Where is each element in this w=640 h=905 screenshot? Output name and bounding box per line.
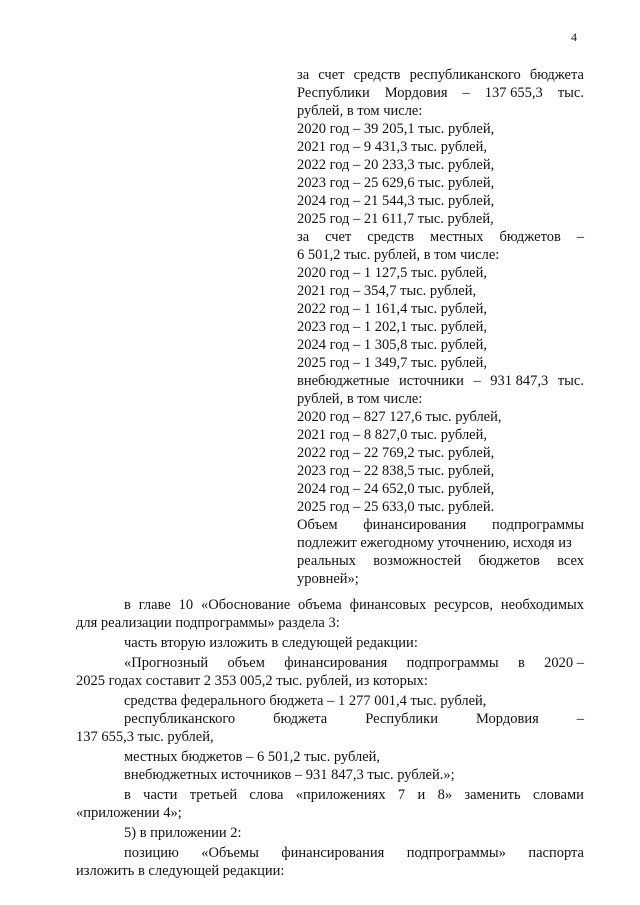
appendix-2-heading: 5) в приложении 2:: [124, 825, 242, 841]
local-year-line: 2021 год – 354,7 тыс. рублей,: [297, 283, 477, 299]
part-three-paragraph-line-2: «приложении 4»;: [76, 805, 182, 821]
extrabudget-year-line: 2024 год – 24 652,0 тыс. рублей,: [297, 481, 495, 497]
extrabudget-year-line: 2025 год – 25 633,0 тыс. рублей.: [297, 499, 495, 515]
republic-year-line: 2020 год – 39 205,1 тыс. рублей,: [297, 121, 495, 137]
chapter10-paragraph-line-2: для реализации подпрограммы» раздела 3:: [76, 615, 340, 631]
page-number: 4: [571, 30, 577, 44]
extrabudget-line-2: рублей, в том числе:: [297, 391, 423, 407]
forecast-paragraph-line-2: 2025 годах составит 2 353 005,2 тыс. рублей, из которых:: [76, 673, 428, 689]
federal-budget-line: средства федерального бюджета – 1 277 001,4 тыс. рублей,: [124, 693, 487, 709]
republic-budget-paragraph-line-2: 137 655,3 тыс. рублей,: [76, 729, 214, 745]
local-year-line: 2025 год – 1 349,7 тыс. рублей,: [297, 355, 488, 371]
note-line-1: Объем финансирования подпрограммы: [297, 517, 584, 533]
republic-year-line: 2022 год – 20 233,3 тыс. рублей,: [297, 157, 495, 173]
note-line-4: уровней»;: [297, 571, 359, 587]
extrabudget-year-line: 2022 год – 22 769,2 тыс. рублей,: [297, 445, 495, 461]
republic-budget-paragraph-line-1: республиканского бюджета Республики Мордовия –: [124, 711, 584, 727]
local-year-line: 2024 год – 1 305,8 тыс. рублей,: [297, 337, 488, 353]
local-year-line: 2020 год – 1 127,5 тыс. рублей,: [297, 265, 488, 281]
republic-year-line: 2021 год – 9 431,3 тыс. рублей,: [297, 139, 488, 155]
part-three-paragraph-line-1: в части третьей слова «приложениях 7 и 8» заменить словами: [124, 787, 584, 803]
republic-budget-line-1: за счет средств республиканского бюджета: [297, 67, 584, 83]
forecast-paragraph-line-1: «Прогнозный объем финансирования подпрограммы в 2020 –: [124, 655, 584, 671]
local-year-line: 2023 год – 1 202,1 тыс. рублей,: [297, 319, 488, 335]
republic-budget-line-2: Республики Мордовия – 137 655,3 тыс.: [297, 85, 584, 101]
note-line-2: подлежит ежегодному уточнению, исходя из: [297, 535, 572, 551]
extrabudget-line-1: внебюджетные источники – 931 847,3 тыс.: [297, 373, 584, 389]
extrabudget-year-line: 2021 год – 8 827,0 тыс. рублей,: [297, 427, 488, 443]
position-paragraph-line-1: позицию «Объемы финансирования подпрограммы» паспорта: [124, 845, 584, 861]
part-two-instruction: часть вторую изложить в следующей редакции:: [124, 635, 418, 651]
extrabudget-year-line: 2023 год – 22 838,5 тыс. рублей,: [297, 463, 495, 479]
local-budget-line-2: 6 501,2 тыс. рублей, в том числе:: [297, 247, 500, 263]
local-budget-line-1: за счет средств местных бюджетов –: [297, 229, 584, 245]
chapter10-paragraph-line-1: в главе 10 «Обоснование объема финансовых ресурсов, необходимых: [124, 597, 584, 613]
republic-year-line: 2024 год – 21 544,3 тыс. рублей,: [297, 193, 495, 209]
extrabudget-year-line: 2020 год – 827 127,6 тыс. рублей,: [297, 409, 502, 425]
local-year-line: 2022 год – 1 161,4 тыс. рублей,: [297, 301, 488, 317]
republic-budget-line-3: рублей, в том числе:: [297, 103, 423, 119]
extrabudget-sources-line: внебюджетных источников – 931 847,3 тыс. рублей.»;: [124, 767, 455, 783]
local-budgets-line: местных бюджетов – 6 501,2 тыс. рублей,: [124, 749, 381, 765]
note-line-3: реальных возможностей бюджетов всех: [297, 553, 584, 569]
position-paragraph-line-2: изложить в следующей редакции:: [76, 863, 285, 879]
republic-year-line: 2023 год – 25 629,6 тыс. рублей,: [297, 175, 495, 191]
republic-year-line: 2025 год – 21 611,7 тыс. рублей,: [297, 211, 494, 227]
